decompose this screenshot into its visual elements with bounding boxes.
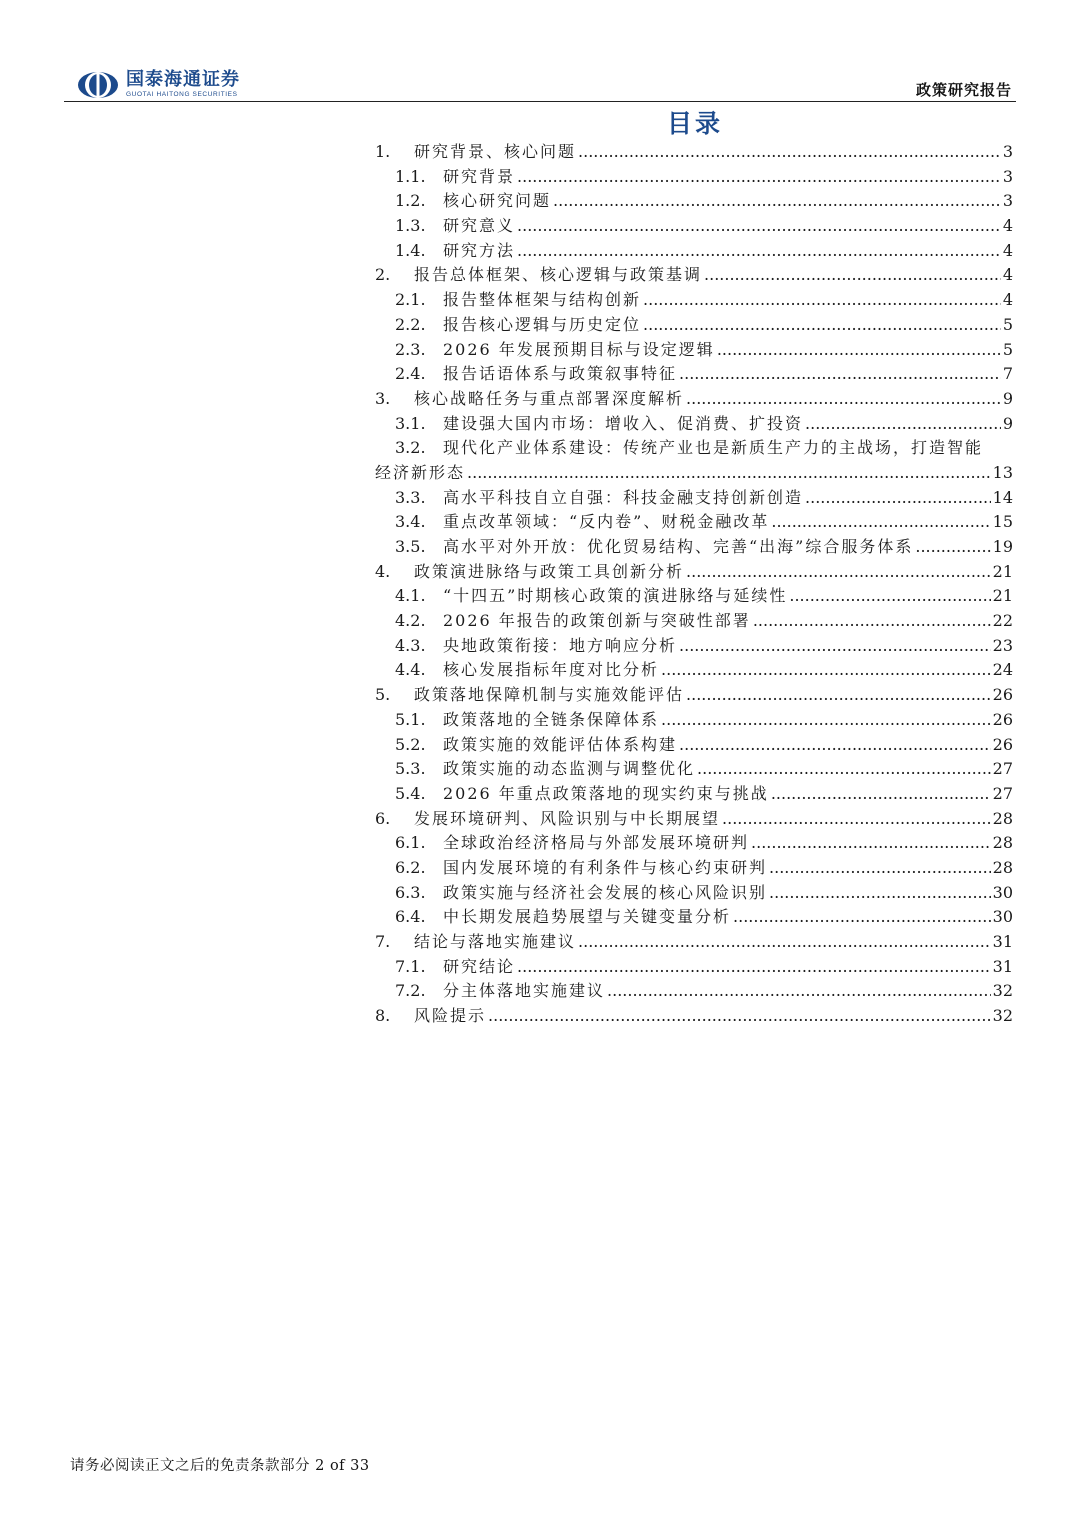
toc-leader-dots xyxy=(661,658,991,683)
toc-entry-page: 32 xyxy=(992,981,1013,1001)
toc-entry-number: 3.4. xyxy=(395,512,426,532)
toc-leader-dots xyxy=(679,362,1001,387)
toc-entry-number: 4. xyxy=(375,561,391,581)
toc-entry-page: 9 xyxy=(1002,388,1013,408)
toc-entry-number: 1.4. xyxy=(395,240,426,260)
toc-leader-dots xyxy=(553,189,1001,214)
toc-leader-dots xyxy=(578,140,1001,165)
toc-entry-title: 2026 年重点政策落地的现实约束与挑战 xyxy=(443,783,769,803)
toc-entry-number: 1.3. xyxy=(395,216,426,236)
toc-entry-number: 6.1. xyxy=(395,833,426,853)
toc-entry-title-continued: 经济新形态 xyxy=(375,462,466,482)
toc-leader-dots xyxy=(769,881,991,906)
toc-entry-title: 高水平科技自立自强：科技金融支持创新创造 xyxy=(443,487,804,507)
toc-entry[interactable] xyxy=(375,239,1013,264)
toc-entry-title: 结论与落地实施建议 xyxy=(414,932,577,952)
toc-entry-page: 4 xyxy=(1002,290,1013,310)
toc-entry-page: 23 xyxy=(992,635,1013,655)
toc-entry-page: 26 xyxy=(992,734,1013,754)
toc-entry[interactable] xyxy=(375,387,1013,412)
toc-entry[interactable] xyxy=(375,1004,1013,1029)
toc-entry-number: 7.1. xyxy=(395,956,426,976)
toc-entry-page: 19 xyxy=(992,537,1013,557)
toc-entry-page: 22 xyxy=(992,611,1013,631)
toc-entry[interactable] xyxy=(375,930,1013,955)
toc-entry[interactable] xyxy=(375,757,1013,782)
toc-entry-title: 风险提示 xyxy=(414,1006,487,1026)
toc-entry-number: 3. xyxy=(375,388,391,408)
toc-entry[interactable] xyxy=(375,683,1013,708)
toc-entry-title: 2026 年报告的政策创新与突破性部署 xyxy=(443,611,751,631)
toc-entry[interactable] xyxy=(375,140,1013,165)
toc-entry[interactable] xyxy=(375,856,1013,881)
toc-entry-page: 4 xyxy=(1002,216,1013,236)
toc-entry-page: 28 xyxy=(992,808,1013,828)
toc-entry[interactable] xyxy=(375,881,1013,906)
toc-entry[interactable] xyxy=(375,535,1013,560)
toc-entry[interactable] xyxy=(375,831,1013,856)
toc-entry-number: 6.2. xyxy=(395,857,426,877)
toc-entry-page: 26 xyxy=(992,685,1013,705)
toc-leader-dots xyxy=(769,856,991,881)
toc-leader-dots xyxy=(805,486,991,511)
toc-entry[interactable] xyxy=(375,584,1013,609)
toc-entry-number: 2.3. xyxy=(395,339,426,359)
toc-entry-number: 3.5. xyxy=(395,537,426,557)
toc-entry-title: 政策演进脉络与政策工具创新分析 xyxy=(414,561,685,581)
logo-english-name: GUOTAI HAITONG SECURITIES xyxy=(126,91,238,99)
toc-leader-dots xyxy=(686,560,991,585)
toc-leader-dots xyxy=(607,979,991,1004)
toc-leader-dots xyxy=(751,831,991,856)
toc-entry-title: 重点改革领域：“反内卷”、财税金融改革 xyxy=(443,512,770,532)
toc-entry-page: 15 xyxy=(992,512,1013,532)
toc-entry-number: 4.3. xyxy=(395,635,426,655)
toc-entry-title: 高水平对外开放：优化贸易结构、完善“出海”综合服务体系 xyxy=(443,537,914,557)
toc-leader-dots xyxy=(733,905,991,930)
toc-title: 目录 xyxy=(666,109,723,138)
toc-entry-page: 31 xyxy=(992,932,1013,952)
toc-entry-page: 4 xyxy=(1002,265,1013,285)
toc-entry-page: 14 xyxy=(992,487,1013,507)
toc-entry-page: 28 xyxy=(992,857,1013,877)
toc-entry-number: 2.2. xyxy=(395,314,426,334)
toc-leader-dots xyxy=(517,165,1001,190)
toc-entry[interactable] xyxy=(375,955,1013,980)
toc-entry-title: 政策落地保障机制与实施效能评估 xyxy=(414,685,685,705)
toc-entry[interactable] xyxy=(375,609,1013,634)
toc-entry-number: 3.2. xyxy=(395,438,426,458)
toc-entry-number: 6. xyxy=(375,808,391,828)
toc-entry-number: 4.1. xyxy=(395,586,426,606)
toc-entry-number: 4.4. xyxy=(395,660,426,680)
toc-entry-number: 4.2. xyxy=(395,611,426,631)
toc-entry-page: 7 xyxy=(1002,364,1013,384)
toc-entry-title: 报告整体框架与结构创新 xyxy=(443,290,642,310)
toc-entry[interactable] xyxy=(375,733,1013,758)
toc-entry[interactable] xyxy=(375,708,1013,733)
toc-entry[interactable] xyxy=(375,634,1013,659)
toc-entry-number: 2.4. xyxy=(395,364,426,384)
toc-entry-title: 政策落地的全链条保障体系 xyxy=(443,709,660,729)
toc-entry-page: 3 xyxy=(1002,191,1013,211)
toc-entry-title: 报告总体框架、核心逻辑与政策基调 xyxy=(414,265,703,285)
toc-entry[interactable] xyxy=(375,560,1013,585)
toc-leader-dots xyxy=(578,930,991,955)
toc-entry-number: 2.1. xyxy=(395,290,426,310)
toc-entry-number: 6.4. xyxy=(395,907,426,927)
toc-entry[interactable] xyxy=(375,288,1013,313)
logo-chinese-name: 国泰海通证券 xyxy=(126,69,240,91)
toc-entry-title: 建设强大国内市场：增收入、促消费、扩投资 xyxy=(443,413,804,433)
toc-leader-dots xyxy=(753,609,991,634)
toc-entry-number: 5.4. xyxy=(395,783,426,803)
toc-entry[interactable] xyxy=(375,658,1013,683)
toc-entry-title: 现代化产业体系建设：传统产业也是新质生产力的主战场，打造智能 xyxy=(443,438,984,458)
toc-entry[interactable] xyxy=(375,313,1013,338)
toc-entry-page: 3 xyxy=(1002,142,1013,161)
toc-entry-title: 报告话语体系与政策叙事特征 xyxy=(443,364,678,384)
toc-leader-dots xyxy=(805,412,1001,437)
toc-leader-dots xyxy=(771,510,990,535)
toc-entry-title: 研究结论 xyxy=(443,956,516,976)
company-logo xyxy=(76,70,240,100)
toc-entry-page: 27 xyxy=(992,783,1013,803)
toc-entry-number: 1.1. xyxy=(395,166,426,186)
toc-entry-title: 研究意义 xyxy=(443,216,516,236)
page-header xyxy=(64,62,1016,102)
toc-entry[interactable] xyxy=(375,214,1013,239)
toc-leader-dots xyxy=(717,338,1001,363)
toc-entry-number: 3.3. xyxy=(395,487,426,507)
toc-leader-dots xyxy=(517,955,991,980)
footer-disclaimer: 请务必阅读正文之后的免责条款部分 2 of 33 xyxy=(70,1458,370,1474)
toc-entry-title: 政策实施与经济社会发展的核心风险识别 xyxy=(443,882,768,902)
toc-entry-title: “十四五”时期核心政策的演进脉络与延续性 xyxy=(443,586,788,606)
toc-entry-title: 报告核心逻辑与历史定位 xyxy=(443,314,642,334)
toc-entry-number: 7.2. xyxy=(395,981,426,1001)
toc-entry-page: 21 xyxy=(992,561,1013,581)
toc-entry-page: 3 xyxy=(1002,166,1013,186)
toc-entry[interactable] xyxy=(375,979,1013,1004)
toc-entry-page: 27 xyxy=(992,759,1013,779)
toc-entry-page: 30 xyxy=(992,907,1013,927)
toc-entry-page: 4 xyxy=(1002,240,1013,260)
toc-entry[interactable] xyxy=(375,486,1013,511)
toc-entry[interactable] xyxy=(375,362,1013,387)
toc-leader-dots xyxy=(517,214,1001,239)
toc-entry-number: 1.2. xyxy=(395,191,426,211)
toc-entry-page: 24 xyxy=(992,660,1013,680)
toc-leader-dots xyxy=(517,239,1001,264)
toc-entry[interactable] xyxy=(375,263,1013,288)
logo-emblem-icon xyxy=(76,70,120,100)
header-divider xyxy=(64,101,1016,102)
toc-entry-number: 5.1. xyxy=(395,709,426,729)
toc-entry[interactable] xyxy=(375,338,1013,363)
toc-entry-title: 发展环境研判、风险识别与中长期展望 xyxy=(414,808,721,828)
toc-entry[interactable] xyxy=(375,782,1013,807)
toc-entry-number: 7. xyxy=(375,932,391,952)
toc-entry-number: 5. xyxy=(375,685,391,705)
toc-entry-title: 国内发展环境的有利条件与核心约束研判 xyxy=(443,857,768,877)
toc-entry-number: 6.3. xyxy=(395,882,426,902)
toc-leader-dots xyxy=(789,584,990,609)
toc-entry-title: 政策实施的效能评估体系构建 xyxy=(443,734,678,754)
toc-leader-dots xyxy=(722,807,991,832)
toc-entry-number: 3.1. xyxy=(395,413,426,433)
toc-entry-number: 5.2. xyxy=(395,734,426,754)
toc-entry-title: 核心发展指标年度对比分析 xyxy=(443,660,660,680)
toc-leader-dots xyxy=(679,733,991,758)
toc-entry-title: 央地政策衔接：地方响应分析 xyxy=(443,635,678,655)
toc-leader-dots xyxy=(697,757,991,782)
toc-entry-title: 核心战略任务与重点部署深度解析 xyxy=(414,388,685,408)
toc-leader-dots xyxy=(661,708,991,733)
toc-entry-title: 研究方法 xyxy=(443,240,516,260)
toc-leader-dots xyxy=(488,1004,991,1029)
toc-entry-page: 21 xyxy=(992,586,1013,606)
report-type-label: 政策研究报告 xyxy=(915,81,1012,99)
toc-entry-number: 5.3. xyxy=(395,759,426,779)
toc-entry-page: 30 xyxy=(992,882,1013,902)
toc-entry-page: 32 xyxy=(992,1006,1013,1026)
toc-entry[interactable] xyxy=(375,905,1013,930)
toc-leader-dots xyxy=(467,461,991,486)
toc-leader-dots xyxy=(686,387,1001,412)
toc-entry-number: 2. xyxy=(375,265,391,285)
toc-entry-page: 5 xyxy=(1002,314,1013,334)
toc-entry-page: 5 xyxy=(1002,339,1013,359)
toc-entry[interactable] xyxy=(375,807,1013,832)
toc-entry-title: 研究背景、核心问题 xyxy=(414,142,577,161)
toc-entry-title: 全球政治经济格局与外部发展环境研判 xyxy=(443,833,750,853)
toc-leader-dots xyxy=(686,683,991,708)
toc-entry[interactable] xyxy=(375,189,1013,214)
table-of-contents xyxy=(375,140,1013,1029)
toc-entry-number: 8. xyxy=(375,1006,391,1026)
toc-entry-page: 26 xyxy=(992,709,1013,729)
toc-leader-dots xyxy=(679,634,991,659)
toc-leader-dots xyxy=(704,263,1001,288)
toc-leader-dots xyxy=(643,288,1001,313)
toc-leader-dots xyxy=(643,313,1001,338)
toc-entry-page: 28 xyxy=(992,833,1013,853)
toc-entry-title: 核心研究问题 xyxy=(443,191,552,211)
toc-entry-page: 31 xyxy=(992,956,1013,976)
toc-entry[interactable] xyxy=(375,165,1013,190)
toc-leader-dots xyxy=(771,782,991,807)
toc-entry-page: 13 xyxy=(992,462,1013,482)
toc-entry-number: 1. xyxy=(375,142,391,161)
toc-entry-title: 2026 年发展预期目标与设定逻辑 xyxy=(443,339,715,359)
toc-entry-page: 9 xyxy=(1002,413,1013,433)
toc-entry-title: 中长期发展趋势展望与关键变量分析 xyxy=(443,907,732,927)
toc-entry-title: 研究背景 xyxy=(443,166,516,186)
toc-leader-dots xyxy=(915,535,990,560)
toc-entry-title: 分主体落地实施建议 xyxy=(443,981,606,1001)
toc-entry-title: 政策实施的动态监测与调整优化 xyxy=(443,759,696,779)
toc-entry[interactable] xyxy=(375,510,1013,535)
toc-entry[interactable] xyxy=(375,436,1013,485)
toc-entry[interactable] xyxy=(375,412,1013,437)
